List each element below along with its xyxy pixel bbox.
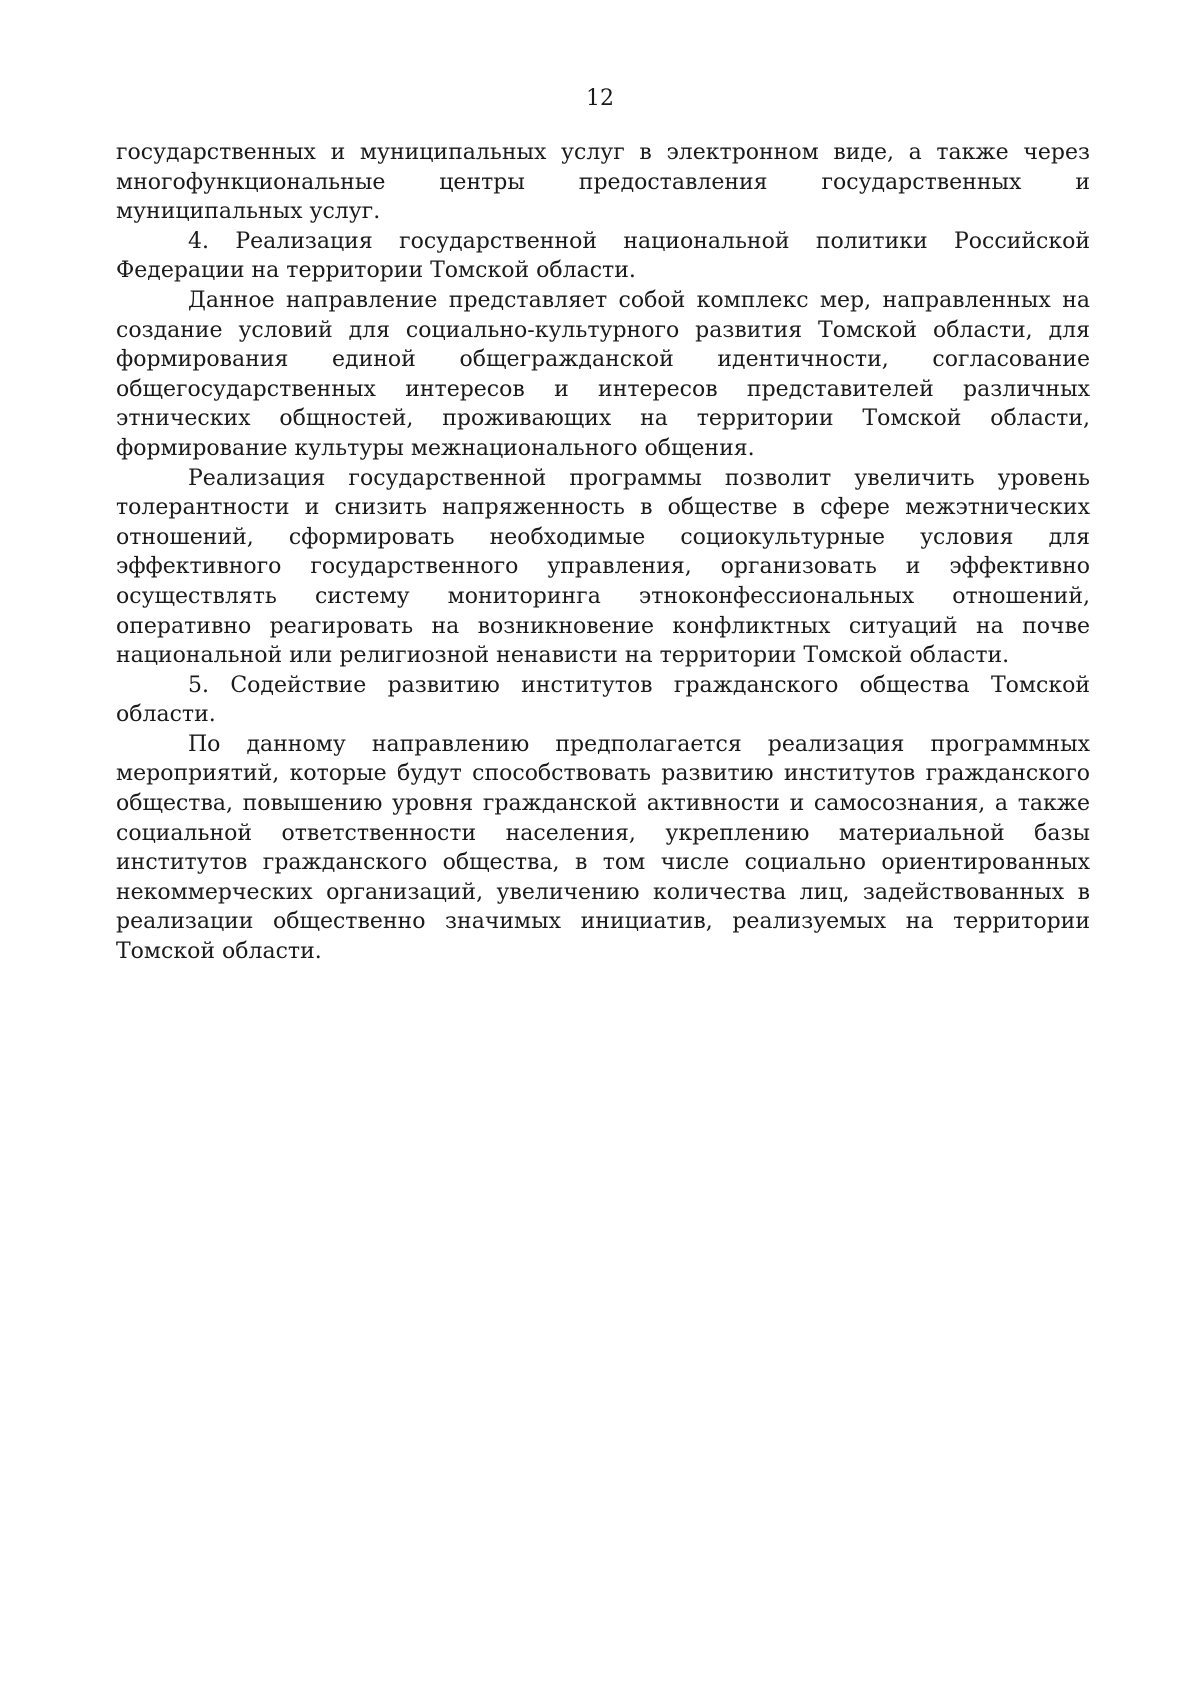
section-heading-5: 5. Содействие развитию институтов гражданского общества Томской области.: [116, 672, 1090, 728]
section-heading-4: 4. Реализация государственной национальной политики Российской Федерации на территории Томской области.: [116, 228, 1090, 284]
paragraph-program-outcomes: Реализация государственной программы позволит увеличить уровень толерантности и снизить напряженность в обществе в сфере межэтнических отношений, сформировать необходимые социокультурные условия для эффективного государственного управления, организовать и эффективно осуществлять систему мониторинга этноконфессиональных отношений, оперативно реагировать на возникновение конфликтных ситуаций на почве национальной или религиозной ненависти на территории Томской области.: [116, 465, 1090, 669]
paragraph-direction-description: Данное направление представляет собой комплекс мер, направленных на создание условий для социально-культурного развития Томской области, для формирования единой общегражданской идентичности, согласование общегосударственных интересов и интересов представителей различных этнических общностей, проживающих на территории Томской области, формирование культуры межнационального общения.: [116, 287, 1090, 461]
paragraph-continuation: государственных и муниципальных услуг в электронном виде, а также через многофункциональные центры предоставления государственных и муниципальных услуг.: [116, 140, 1090, 225]
document-body: [116, 138, 1090, 967]
paragraph-civil-society: По данному направлению предполагается реализация программных мероприятий, которые будут способствовать развитию институтов гражданского общества, повышению уровня гражданской активности и самосознания, а также социальной ответственности населения, укреплению материальной базы институтов гражданского общества, в том числе социально ориентированных некоммерческих организаций, увеличению количества лиц, задействованных в реализации общественно значимых инициатив, реализуемых на территории Томской области.: [116, 731, 1090, 965]
page-number: 12: [586, 86, 614, 111]
